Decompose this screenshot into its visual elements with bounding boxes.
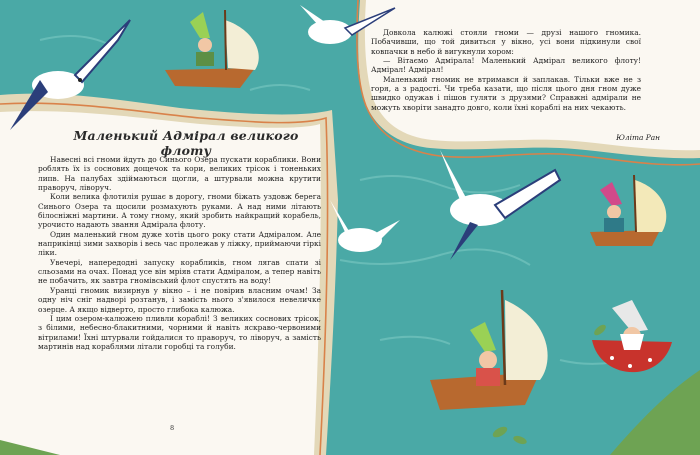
right-page-text: [371, 28, 641, 112]
paragraph: І цим озером-калюжею пливли кораблі! З великих соснових трісок, з білими, небесно-блакитними, чорними й навіть яскраво-червоними вітрилами! Їхні штурвали гойдалися то праворуч, то ліворуч, а замість мартинів над кораблями літали горобці та голуби.: [38, 313, 321, 351]
page-number: 8: [170, 424, 175, 432]
page-title: Маленький Адмірал великого флоту: [73, 128, 299, 158]
paragraph: Один маленький гном дуже хотів цього року стати Адміралом. Але наприкінці зими захворів і весь час пролежав у ліжку, приймаючи гіркі ліки.: [38, 229, 321, 258]
paragraph: Уранці гномик визирнув у вікно – і не повірив власним очам! За одну ніч сніг надворі розтанув, і замість нього з'явилося невеличке озерце. А якщо відверто, просто глибока калюжа.: [38, 285, 321, 314]
paragraph: Маленький гномик не втримався й заплакав. Тільки вже не з горя, а з радості. Чи треба казати, що після цього дня гном дуже швидко одужав і пішов гуляти з друзями? Справжні адмірали не можуть хворіти занадто довго, коли їхні кораблі на них чекають.: [371, 74, 641, 112]
left-page-text: [38, 155, 321, 351]
paragraph: Навесні всі гноми йдуть до Синього Озера пускати кораблики. Вони роблять їх із соснових дощечок та кори, великих трісок і тоненьких липв. На палубах здіймаються щогли, а штурвали можна крутити праворуч, ліворуч.: [38, 155, 321, 193]
paragraph: Увечері, напередодні запуску корабликів, гном лягав спати зі сльозами на очах. Понад усе він мріяв стати Адміралом, а тепер навіть не побачить, як завтра гномівський флот спустять на воду!: [38, 257, 321, 286]
paragraph: — Вітаємо Адмірала! Маленький Адмірал великого флоту! Адмірал! Адмірал!: [371, 56, 641, 75]
author-signature: Юліта Ран: [616, 133, 660, 142]
paragraph: Коли велика флотилія рушає в дорогу, гноми біжать уздовж берега Синього Озера та щосили розмахують руками. А над ними літають білосніжні мартини. А тому гному, який зробить найкращий корабель, урочисто надають звання Адмірала флоту.: [38, 192, 321, 230]
paragraph: Довкола калюжі стояли гноми — друзі нашого гномика. Побачивши, що той дивиться у вікно, усі вони підкинули свої ковпачки в небо й вигукнули хором:: [371, 28, 641, 56]
